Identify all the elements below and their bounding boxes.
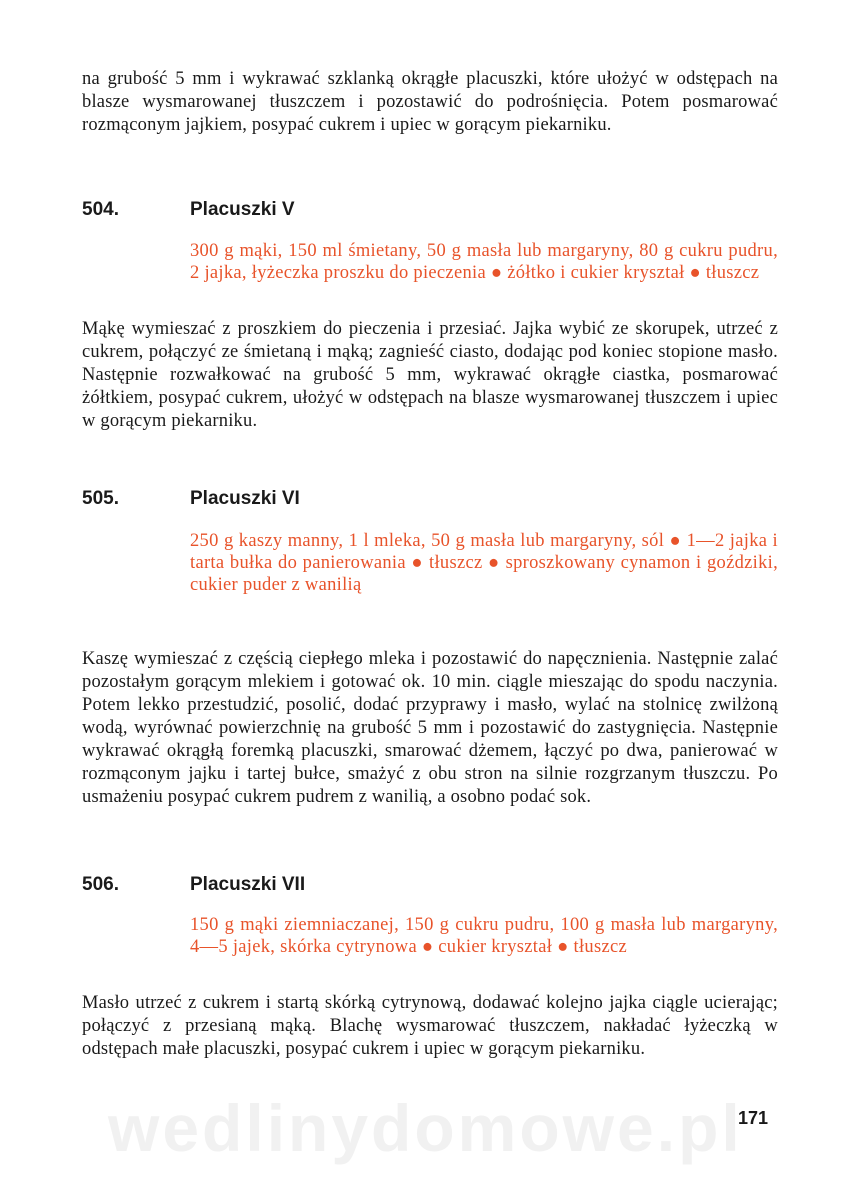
recipe-505-instructions: Kaszę wymieszać z częścią ciepłego mleka i pozostawić do napęcznienia. Następnie zalać pozostałym gorącym mlekiem i gotować ok. 10 min. ciągle mieszając do spodu naczynia. Potem lekko przestudzić, posolić, dodać przyprawy i masło, wylać na stolnicę zwilżoną wodą, wyrównać powierzchnię na grubość 5 mm i pozostawić do zastygnięcia. Następnie wykrawać okrągłą foremką placuszki, smarować dżemem, łączyć po dwa, panierować w rozmąconym jajku i tartej bułce, smażyć z obu stron na silnie rozgrzanym tłuszczu. Po usmażeniu posypać cukrem pudrem z wanilią, a osobno podać sok. — [82, 649, 778, 807]
recipe-number: 504. — [82, 199, 119, 220]
recipe-title: Placuszki VI — [190, 488, 300, 509]
recipe-504-ingredients: 300 g mąki, 150 ml śmietany, 50 g masła lub margaryny, 80 g cukru pudru, 2 jajka, łyżeczka proszku do pieczenia ● żółtko i cukier kryształ ● tłuszcz — [190, 241, 778, 283]
recipe-title: Placuszki V — [190, 199, 295, 220]
recipe-506-ingredients: 150 g mąki ziemniaczanej, 150 g cukru pudru, 100 g masła lub margaryny, 4—5 jajek, skórka cytrynowa ● cukier kryształ ● tłuszcz — [190, 915, 778, 957]
recipe-number: 505. — [82, 488, 119, 509]
recipe-504-header — [82, 199, 778, 229]
recipe-505-header — [82, 488, 778, 518]
recipe-number: 506. — [82, 874, 119, 895]
recipe-505-ingredients: 250 g kaszy manny, 1 l mleka, 50 g masła lub margaryny, sól ● 1—2 jajka i tarta bułka do panierowania ● tłuszcz ● sproszkowany cynamon i goździki, cukier puder z wanilią — [190, 531, 778, 595]
watermark: wedlinydomowe.pl — [108, 1091, 743, 1165]
recipe-506-instructions: Masło utrzeć z cukrem i startą skórką cytrynową, dodawać kolejno jajka ciągle ucierając; połączyć z przesianą mąką. Blachę wysmarować tłuszczem, nakładać łyżeczką w odstępach małe placuszki, posypać cukrem i upiec w gorącym piekarniku. — [82, 993, 778, 1059]
page-number: 171 — [738, 1108, 769, 1128]
recipe-title: Placuszki VII — [190, 874, 306, 895]
recipe-506-header — [82, 874, 778, 904]
recipe-504-instructions: Mąkę wymieszać z proszkiem do pieczenia i przesiać. Jajka wybić ze skorupek, utrzeć z cukrem, połączyć ze śmietaną i mąką; zagnieść ciasto, dodając pod koniec stopione masło. Następnie rozwałkować na grubość 5 mm, wykrawać okrągłe ciastka, posmarować żółtkiem, posypać cukrem, ułożyć w odstępach na blasze wysmarowanej tłuszczem i upiec w gorącym piekarniku. — [82, 319, 778, 431]
intro-paragraph: na grubość 5 mm i wykrawać szklanką okrągłe placuszki, które ułożyć w odstępach na blasze wysmarowanej tłuszczem i pozostawić do podrośnięcia. Potem posmarować rozmąconym jajkiem, posypać cukrem i upiec w gorącym piekarniku. — [82, 69, 778, 135]
